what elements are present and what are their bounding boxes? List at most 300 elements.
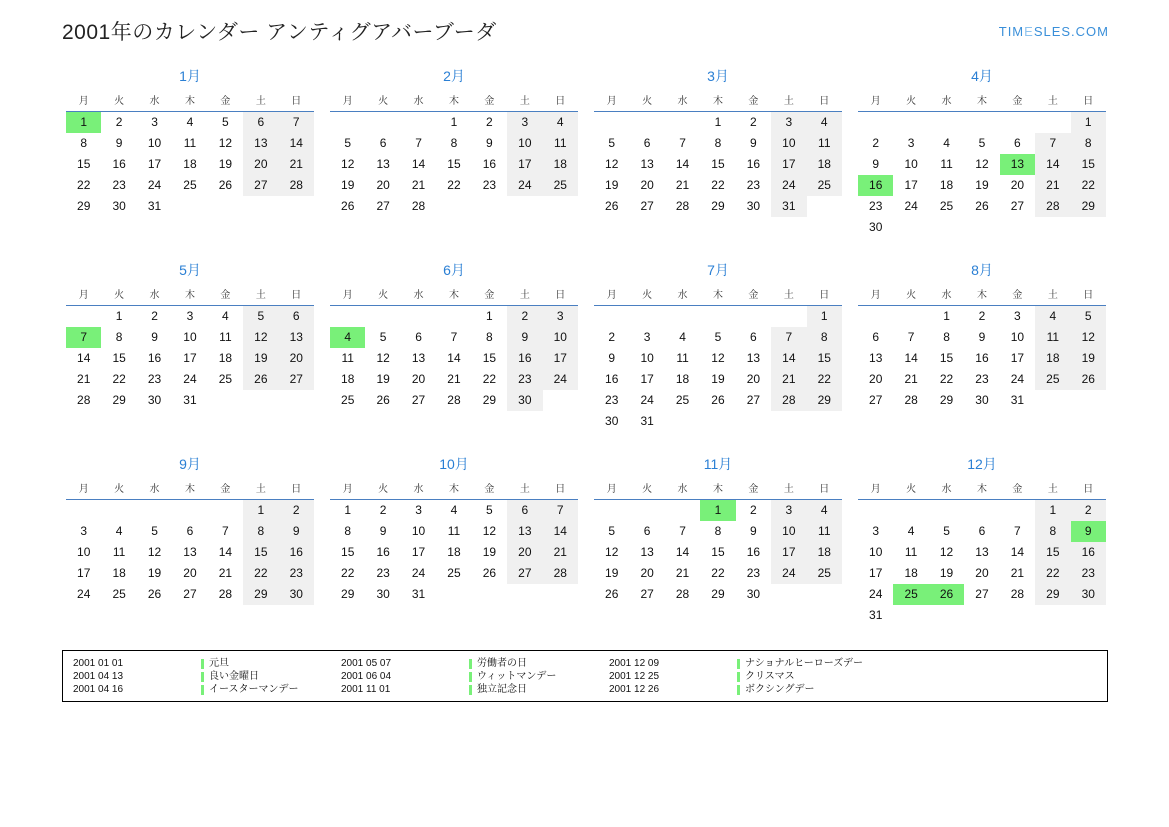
day-cell[interactable] bbox=[858, 217, 893, 238]
day-cell[interactable] bbox=[66, 175, 101, 196]
day-cell[interactable] bbox=[771, 196, 806, 217]
day-cell[interactable] bbox=[771, 563, 806, 584]
day-cell[interactable] bbox=[172, 348, 207, 369]
day-cell[interactable] bbox=[700, 175, 735, 196]
day-cell[interactable] bbox=[594, 542, 629, 563]
day-cell[interactable] bbox=[1035, 542, 1070, 563]
day-cell[interactable] bbox=[893, 348, 928, 369]
day-cell[interactable] bbox=[172, 390, 207, 411]
day-cell[interactable] bbox=[543, 112, 578, 134]
day-cell[interactable] bbox=[66, 521, 101, 542]
day-cell[interactable] bbox=[700, 390, 735, 411]
day-cell[interactable] bbox=[700, 542, 735, 563]
day-cell[interactable] bbox=[330, 369, 365, 390]
day-cell[interactable] bbox=[665, 584, 700, 605]
day-cell[interactable] bbox=[1071, 563, 1106, 584]
day-cell[interactable] bbox=[629, 542, 664, 563]
day-cell[interactable] bbox=[66, 154, 101, 175]
day-cell[interactable] bbox=[401, 584, 436, 605]
day-cell[interactable] bbox=[594, 563, 629, 584]
day-cell[interactable] bbox=[736, 500, 771, 522]
day-cell[interactable] bbox=[665, 154, 700, 175]
day-cell[interactable] bbox=[771, 542, 806, 563]
day-cell[interactable] bbox=[507, 112, 542, 134]
day-cell[interactable] bbox=[771, 390, 806, 411]
day-cell[interactable] bbox=[66, 348, 101, 369]
day-cell[interactable] bbox=[700, 112, 735, 134]
day-cell[interactable] bbox=[1000, 521, 1035, 542]
day-cell[interactable] bbox=[964, 563, 999, 584]
day-cell[interactable] bbox=[543, 133, 578, 154]
day-cell[interactable] bbox=[330, 584, 365, 605]
day-cell[interactable] bbox=[137, 521, 172, 542]
day-cell[interactable] bbox=[543, 521, 578, 542]
day-cell[interactable] bbox=[365, 390, 400, 411]
day-cell[interactable] bbox=[243, 306, 278, 328]
day-cell[interactable] bbox=[401, 563, 436, 584]
day-cell[interactable] bbox=[807, 521, 842, 542]
day-cell[interactable] bbox=[771, 500, 806, 522]
day-cell[interactable] bbox=[893, 369, 928, 390]
day-cell[interactable] bbox=[66, 390, 101, 411]
day-cell[interactable] bbox=[472, 500, 507, 522]
day-cell[interactable] bbox=[208, 369, 243, 390]
day-cell[interactable] bbox=[858, 542, 893, 563]
day-cell[interactable] bbox=[594, 521, 629, 542]
day-cell[interactable] bbox=[101, 327, 136, 348]
day-cell[interactable] bbox=[436, 500, 471, 522]
day-cell-holiday[interactable] bbox=[700, 500, 735, 522]
day-cell-holiday[interactable] bbox=[330, 327, 365, 348]
day-cell[interactable] bbox=[1035, 306, 1070, 328]
day-cell[interactable] bbox=[279, 521, 314, 542]
day-cell[interactable] bbox=[771, 369, 806, 390]
day-cell[interactable] bbox=[436, 154, 471, 175]
day-cell[interactable] bbox=[807, 542, 842, 563]
day-cell[interactable] bbox=[929, 154, 964, 175]
day-cell[interactable] bbox=[594, 175, 629, 196]
day-cell[interactable] bbox=[893, 390, 928, 411]
day-cell[interactable] bbox=[401, 154, 436, 175]
day-cell[interactable] bbox=[1071, 542, 1106, 563]
day-cell[interactable] bbox=[629, 133, 664, 154]
day-cell[interactable] bbox=[964, 306, 999, 328]
day-cell[interactable] bbox=[858, 196, 893, 217]
day-cell[interactable] bbox=[858, 521, 893, 542]
day-cell[interactable] bbox=[964, 327, 999, 348]
day-cell[interactable] bbox=[436, 563, 471, 584]
day-cell[interactable] bbox=[101, 196, 136, 217]
day-cell[interactable] bbox=[964, 175, 999, 196]
day-cell[interactable] bbox=[172, 369, 207, 390]
day-cell[interactable] bbox=[279, 175, 314, 196]
day-cell[interactable] bbox=[472, 327, 507, 348]
day-cell[interactable] bbox=[858, 154, 893, 175]
day-cell[interactable] bbox=[243, 369, 278, 390]
day-cell[interactable] bbox=[243, 112, 278, 134]
day-cell[interactable] bbox=[66, 369, 101, 390]
day-cell-holiday[interactable] bbox=[858, 175, 893, 196]
day-cell[interactable] bbox=[507, 306, 542, 328]
day-cell[interactable] bbox=[736, 154, 771, 175]
day-cell[interactable] bbox=[771, 175, 806, 196]
day-cell[interactable] bbox=[279, 306, 314, 328]
day-cell[interactable] bbox=[436, 521, 471, 542]
day-cell-holiday[interactable] bbox=[929, 584, 964, 605]
day-cell[interactable] bbox=[208, 175, 243, 196]
day-cell[interactable] bbox=[436, 175, 471, 196]
day-cell[interactable] bbox=[665, 542, 700, 563]
day-cell[interactable] bbox=[137, 175, 172, 196]
day-cell[interactable] bbox=[137, 563, 172, 584]
day-cell[interactable] bbox=[1000, 175, 1035, 196]
day-cell[interactable] bbox=[807, 500, 842, 522]
day-cell[interactable] bbox=[243, 175, 278, 196]
day-cell[interactable] bbox=[893, 133, 928, 154]
day-cell[interactable] bbox=[279, 542, 314, 563]
day-cell[interactable] bbox=[858, 605, 893, 626]
day-cell[interactable] bbox=[507, 154, 542, 175]
day-cell[interactable] bbox=[629, 154, 664, 175]
day-cell[interactable] bbox=[101, 306, 136, 328]
day-cell[interactable] bbox=[401, 327, 436, 348]
day-cell[interactable] bbox=[436, 348, 471, 369]
day-cell[interactable] bbox=[736, 521, 771, 542]
day-cell[interactable] bbox=[964, 542, 999, 563]
day-cell[interactable] bbox=[401, 542, 436, 563]
day-cell[interactable] bbox=[208, 133, 243, 154]
day-cell[interactable] bbox=[472, 563, 507, 584]
day-cell[interactable] bbox=[736, 348, 771, 369]
day-cell[interactable] bbox=[330, 521, 365, 542]
day-cell[interactable] bbox=[243, 348, 278, 369]
day-cell[interactable] bbox=[208, 154, 243, 175]
day-cell[interactable] bbox=[736, 563, 771, 584]
day-cell-holiday[interactable] bbox=[66, 112, 101, 134]
day-cell[interactable] bbox=[436, 327, 471, 348]
day-cell-holiday[interactable] bbox=[1000, 154, 1035, 175]
day-cell[interactable] bbox=[929, 133, 964, 154]
day-cell[interactable] bbox=[1071, 133, 1106, 154]
day-cell[interactable] bbox=[807, 390, 842, 411]
day-cell[interactable] bbox=[929, 390, 964, 411]
day-cell[interactable] bbox=[279, 563, 314, 584]
day-cell[interactable] bbox=[436, 112, 471, 134]
day-cell[interactable] bbox=[807, 327, 842, 348]
day-cell-holiday[interactable] bbox=[1071, 521, 1106, 542]
day-cell[interactable] bbox=[858, 133, 893, 154]
day-cell[interactable] bbox=[66, 542, 101, 563]
day-cell[interactable] bbox=[771, 112, 806, 134]
day-cell[interactable] bbox=[1035, 369, 1070, 390]
day-cell[interactable] bbox=[964, 348, 999, 369]
day-cell[interactable] bbox=[101, 584, 136, 605]
day-cell[interactable] bbox=[101, 390, 136, 411]
day-cell[interactable] bbox=[543, 175, 578, 196]
day-cell[interactable] bbox=[279, 154, 314, 175]
day-cell[interactable] bbox=[629, 563, 664, 584]
day-cell[interactable] bbox=[365, 175, 400, 196]
day-cell[interactable] bbox=[964, 196, 999, 217]
day-cell[interactable] bbox=[893, 327, 928, 348]
day-cell[interactable] bbox=[807, 348, 842, 369]
day-cell[interactable] bbox=[365, 500, 400, 522]
day-cell[interactable] bbox=[543, 500, 578, 522]
day-cell[interactable] bbox=[507, 133, 542, 154]
day-cell[interactable] bbox=[101, 521, 136, 542]
day-cell[interactable] bbox=[629, 390, 664, 411]
day-cell[interactable] bbox=[507, 521, 542, 542]
day-cell[interactable] bbox=[929, 369, 964, 390]
day-cell[interactable] bbox=[507, 390, 542, 411]
day-cell[interactable] bbox=[543, 563, 578, 584]
day-cell[interactable] bbox=[365, 327, 400, 348]
day-cell[interactable] bbox=[101, 563, 136, 584]
day-cell[interactable] bbox=[137, 327, 172, 348]
day-cell[interactable] bbox=[929, 327, 964, 348]
day-cell[interactable] bbox=[543, 348, 578, 369]
day-cell[interactable] bbox=[279, 584, 314, 605]
day-cell[interactable] bbox=[436, 542, 471, 563]
day-cell[interactable] bbox=[365, 133, 400, 154]
day-cell[interactable] bbox=[929, 542, 964, 563]
day-cell[interactable] bbox=[279, 133, 314, 154]
day-cell[interactable] bbox=[101, 542, 136, 563]
day-cell[interactable] bbox=[929, 521, 964, 542]
day-cell[interactable] bbox=[172, 306, 207, 328]
day-cell[interactable] bbox=[1071, 369, 1106, 390]
day-cell[interactable] bbox=[279, 327, 314, 348]
day-cell[interactable] bbox=[771, 521, 806, 542]
day-cell[interactable] bbox=[964, 521, 999, 542]
day-cell[interactable] bbox=[629, 327, 664, 348]
day-cell[interactable] bbox=[1035, 584, 1070, 605]
day-cell[interactable] bbox=[807, 175, 842, 196]
day-cell[interactable] bbox=[472, 542, 507, 563]
day-cell[interactable] bbox=[365, 154, 400, 175]
day-cell[interactable] bbox=[101, 112, 136, 134]
day-cell[interactable] bbox=[858, 584, 893, 605]
day-cell[interactable] bbox=[665, 133, 700, 154]
day-cell[interactable] bbox=[330, 390, 365, 411]
day-cell[interactable] bbox=[279, 369, 314, 390]
day-cell[interactable] bbox=[507, 500, 542, 522]
day-cell[interactable] bbox=[929, 306, 964, 328]
day-cell[interactable] bbox=[736, 196, 771, 217]
day-cell[interactable] bbox=[365, 196, 400, 217]
day-cell[interactable] bbox=[1000, 348, 1035, 369]
day-cell[interactable] bbox=[1071, 584, 1106, 605]
day-cell[interactable] bbox=[700, 521, 735, 542]
day-cell[interactable] bbox=[436, 390, 471, 411]
day-cell[interactable] bbox=[736, 112, 771, 134]
day-cell[interactable] bbox=[507, 175, 542, 196]
day-cell[interactable] bbox=[665, 175, 700, 196]
day-cell[interactable] bbox=[1000, 563, 1035, 584]
day-cell[interactable] bbox=[771, 327, 806, 348]
day-cell[interactable] bbox=[401, 196, 436, 217]
day-cell[interactable] bbox=[858, 563, 893, 584]
day-cell[interactable] bbox=[436, 133, 471, 154]
day-cell[interactable] bbox=[172, 112, 207, 134]
day-cell[interactable] bbox=[1071, 196, 1106, 217]
day-cell[interactable] bbox=[330, 133, 365, 154]
day-cell[interactable] bbox=[629, 369, 664, 390]
day-cell[interactable] bbox=[629, 196, 664, 217]
day-cell[interactable] bbox=[736, 390, 771, 411]
day-cell[interactable] bbox=[700, 327, 735, 348]
day-cell[interactable] bbox=[507, 542, 542, 563]
day-cell[interactable] bbox=[594, 584, 629, 605]
day-cell[interactable] bbox=[736, 133, 771, 154]
day-cell[interactable] bbox=[1035, 500, 1070, 522]
day-cell[interactable] bbox=[858, 390, 893, 411]
day-cell[interactable] bbox=[893, 542, 928, 563]
day-cell[interactable] bbox=[543, 542, 578, 563]
day-cell[interactable] bbox=[330, 563, 365, 584]
day-cell[interactable] bbox=[893, 175, 928, 196]
day-cell[interactable] bbox=[594, 196, 629, 217]
day-cell[interactable] bbox=[1000, 369, 1035, 390]
day-cell[interactable] bbox=[665, 327, 700, 348]
day-cell[interactable] bbox=[665, 369, 700, 390]
day-cell[interactable] bbox=[964, 133, 999, 154]
day-cell[interactable] bbox=[807, 563, 842, 584]
day-cell[interactable] bbox=[1000, 390, 1035, 411]
day-cell[interactable] bbox=[629, 584, 664, 605]
day-cell[interactable] bbox=[929, 175, 964, 196]
day-cell[interactable] bbox=[700, 133, 735, 154]
day-cell[interactable] bbox=[736, 542, 771, 563]
day-cell[interactable] bbox=[594, 327, 629, 348]
day-cell[interactable] bbox=[137, 112, 172, 134]
day-cell[interactable] bbox=[507, 563, 542, 584]
day-cell[interactable] bbox=[1035, 133, 1070, 154]
day-cell[interactable] bbox=[137, 196, 172, 217]
day-cell[interactable] bbox=[66, 584, 101, 605]
day-cell[interactable] bbox=[365, 348, 400, 369]
day-cell[interactable] bbox=[594, 348, 629, 369]
day-cell[interactable] bbox=[137, 390, 172, 411]
day-cell[interactable] bbox=[1035, 327, 1070, 348]
day-cell[interactable] bbox=[472, 306, 507, 328]
day-cell[interactable] bbox=[700, 369, 735, 390]
day-cell[interactable] bbox=[1035, 348, 1070, 369]
day-cell[interactable] bbox=[665, 521, 700, 542]
day-cell[interactable] bbox=[964, 154, 999, 175]
day-cell[interactable] bbox=[543, 369, 578, 390]
day-cell[interactable] bbox=[472, 348, 507, 369]
day-cell[interactable] bbox=[101, 175, 136, 196]
day-cell[interactable] bbox=[365, 542, 400, 563]
day-cell[interactable] bbox=[401, 175, 436, 196]
day-cell[interactable] bbox=[365, 521, 400, 542]
day-cell[interactable] bbox=[807, 369, 842, 390]
day-cell[interactable] bbox=[401, 348, 436, 369]
day-cell[interactable] bbox=[172, 542, 207, 563]
day-cell[interactable] bbox=[137, 584, 172, 605]
day-cell[interactable] bbox=[964, 584, 999, 605]
day-cell[interactable] bbox=[472, 369, 507, 390]
day-cell[interactable] bbox=[1000, 196, 1035, 217]
day-cell[interactable] bbox=[472, 112, 507, 134]
day-cell[interactable] bbox=[1071, 154, 1106, 175]
day-cell[interactable] bbox=[1000, 306, 1035, 328]
day-cell[interactable] bbox=[736, 175, 771, 196]
day-cell[interactable] bbox=[507, 369, 542, 390]
day-cell[interactable] bbox=[807, 133, 842, 154]
day-cell[interactable] bbox=[137, 154, 172, 175]
day-cell[interactable] bbox=[1000, 327, 1035, 348]
day-cell[interactable] bbox=[543, 327, 578, 348]
day-cell[interactable] bbox=[137, 306, 172, 328]
day-cell[interactable] bbox=[629, 348, 664, 369]
day-cell[interactable] bbox=[1071, 306, 1106, 328]
day-cell[interactable] bbox=[893, 196, 928, 217]
day-cell[interactable] bbox=[543, 154, 578, 175]
day-cell[interactable] bbox=[1071, 112, 1106, 134]
day-cell[interactable] bbox=[137, 133, 172, 154]
day-cell[interactable] bbox=[101, 154, 136, 175]
day-cell[interactable] bbox=[700, 348, 735, 369]
day-cell[interactable] bbox=[964, 369, 999, 390]
day-cell[interactable] bbox=[243, 133, 278, 154]
day-cell[interactable] bbox=[1071, 327, 1106, 348]
day-cell[interactable] bbox=[330, 175, 365, 196]
day-cell[interactable] bbox=[507, 327, 542, 348]
day-cell[interactable] bbox=[330, 542, 365, 563]
day-cell[interactable] bbox=[929, 563, 964, 584]
day-cell[interactable] bbox=[1000, 584, 1035, 605]
day-cell[interactable] bbox=[243, 584, 278, 605]
day-cell[interactable] bbox=[208, 563, 243, 584]
day-cell[interactable] bbox=[208, 112, 243, 134]
day-cell[interactable] bbox=[208, 542, 243, 563]
day-cell[interactable] bbox=[594, 369, 629, 390]
day-cell[interactable] bbox=[243, 521, 278, 542]
day-cell[interactable] bbox=[172, 584, 207, 605]
day-cell[interactable] bbox=[543, 306, 578, 328]
day-cell[interactable] bbox=[665, 196, 700, 217]
day-cell[interactable] bbox=[401, 521, 436, 542]
day-cell[interactable] bbox=[279, 348, 314, 369]
day-cell[interactable] bbox=[771, 348, 806, 369]
day-cell[interactable] bbox=[1000, 133, 1035, 154]
day-cell[interactable] bbox=[330, 348, 365, 369]
day-cell[interactable] bbox=[665, 390, 700, 411]
day-cell[interactable] bbox=[594, 390, 629, 411]
day-cell[interactable] bbox=[472, 175, 507, 196]
day-cell[interactable] bbox=[243, 154, 278, 175]
day-cell[interactable] bbox=[700, 563, 735, 584]
day-cell-holiday[interactable] bbox=[893, 584, 928, 605]
day-cell[interactable] bbox=[700, 154, 735, 175]
day-cell[interactable] bbox=[101, 348, 136, 369]
day-cell[interactable] bbox=[365, 369, 400, 390]
day-cell[interactable] bbox=[807, 306, 842, 328]
day-cell[interactable] bbox=[401, 390, 436, 411]
day-cell[interactable] bbox=[736, 369, 771, 390]
day-cell[interactable] bbox=[771, 133, 806, 154]
day-cell[interactable] bbox=[736, 327, 771, 348]
day-cell[interactable] bbox=[700, 584, 735, 605]
day-cell[interactable] bbox=[929, 348, 964, 369]
day-cell[interactable] bbox=[665, 348, 700, 369]
day-cell[interactable] bbox=[665, 563, 700, 584]
day-cell[interactable] bbox=[771, 154, 806, 175]
day-cell[interactable] bbox=[401, 369, 436, 390]
day-cell[interactable] bbox=[629, 521, 664, 542]
